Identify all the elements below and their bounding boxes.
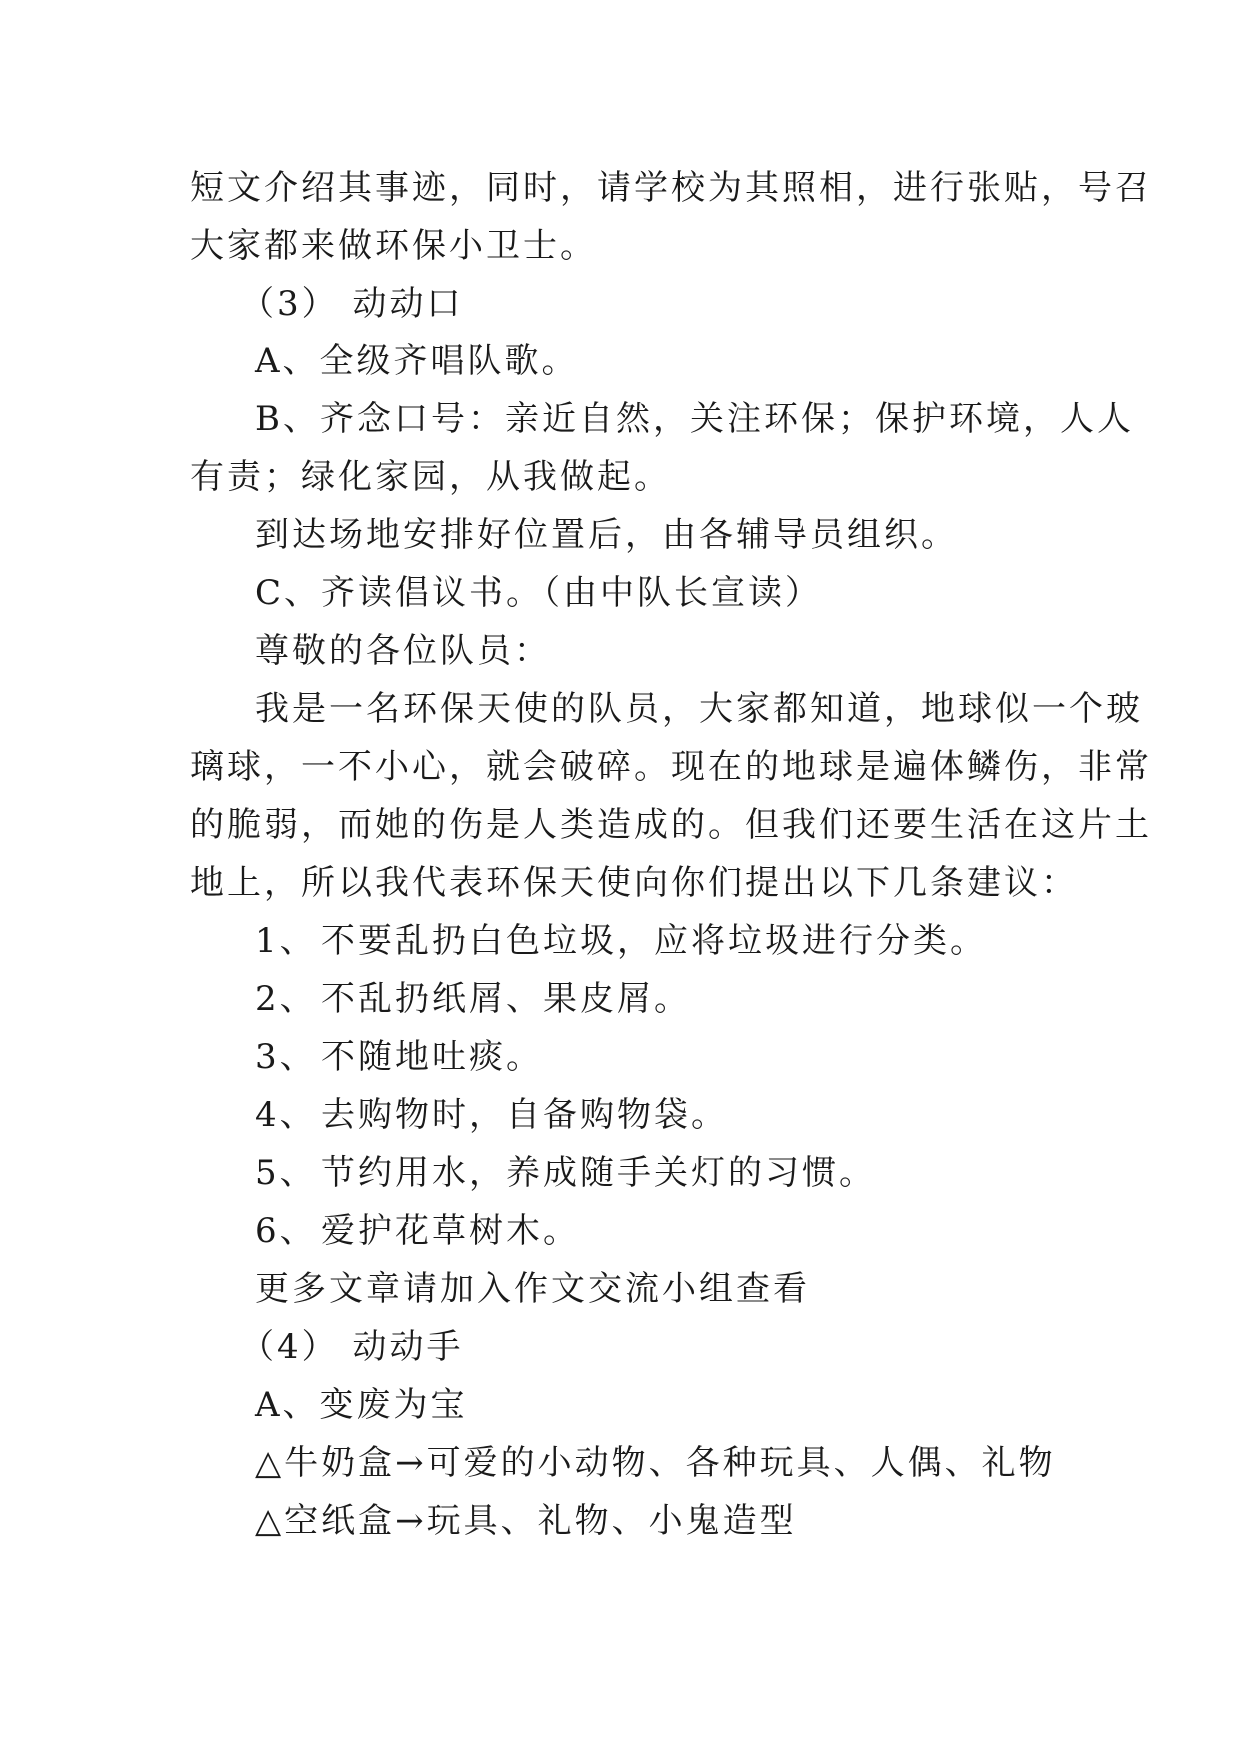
proposal-text: 不随地吐痰。 xyxy=(321,1037,543,1077)
more-articles-note: 更多文章请加入作文交流小组查看 xyxy=(255,1269,810,1309)
proposal-item xyxy=(255,979,691,1019)
proposal-item xyxy=(255,1211,580,1251)
paragraph-line: 地上，所以我代表环保天使向你们提出以下几条建议： xyxy=(190,863,1078,903)
salutation: 尊敬的各位队员： xyxy=(255,631,551,671)
paragraph-line: 大家都来做环保小卫士。 xyxy=(190,226,597,266)
proposal-text: 不要乱扔白色垃圾，应将垃圾进行分类。 xyxy=(321,921,987,961)
proposal-number: 5、 xyxy=(255,1153,317,1193)
item-a: A、变废为宝 xyxy=(255,1385,468,1425)
proposal-item xyxy=(255,1037,543,1077)
proposal-item xyxy=(255,1095,728,1135)
triangle-item: △空纸盒→玩具、礼物、小鬼造型 xyxy=(255,1501,797,1541)
item-b: B、齐念口号：亲近自然，关注环保；保护环境，人人 xyxy=(255,399,1134,439)
proposal-item xyxy=(255,921,987,961)
section-heading-3: （3） 动动口 xyxy=(240,284,464,324)
proposal-item xyxy=(255,1153,876,1193)
proposal-number: 1、 xyxy=(255,921,317,961)
proposal-text: 爱护花草树木。 xyxy=(321,1211,580,1251)
paragraph-line: 我是一名环保天使的队员，大家都知道，地球似一个玻 xyxy=(255,689,1143,729)
paragraph-line: 璃球，一不小心，就会破碎。现在的地球是遍体鳞伤，非常 xyxy=(190,747,1152,787)
item-c: C、齐读倡议书。（由中队长宣读） xyxy=(255,573,823,613)
paragraph-line: 有责；绿化家园，从我做起。 xyxy=(190,457,671,497)
proposal-number: 4、 xyxy=(255,1095,317,1135)
paragraph-line: 到达场地安排好位置后，由各辅导员组织。 xyxy=(255,515,958,555)
proposal-number: 3、 xyxy=(255,1037,317,1077)
section-heading-4: （4） 动动手 xyxy=(240,1327,464,1367)
proposal-text: 不乱扔纸屑、果皮屑。 xyxy=(321,979,691,1019)
proposal-text: 节约用水，养成随手关灯的习惯。 xyxy=(321,1153,876,1193)
proposal-text: 去购物时，自备购物袋。 xyxy=(321,1095,728,1135)
item-a: A、全级齐唱队歌。 xyxy=(255,341,579,381)
triangle-item: △牛奶盒→可爱的小动物、各种玩具、人偶、礼物 xyxy=(255,1443,1056,1483)
paragraph-line: 的脆弱，而她的伤是人类造成的。但我们还要生活在这片土 xyxy=(190,805,1152,845)
proposal-number: 6、 xyxy=(255,1211,317,1251)
paragraph-line: 短文介绍其事迹，同时，请学校为其照相，进行张贴，号召 xyxy=(190,168,1152,208)
proposal-number: 2、 xyxy=(255,979,317,1019)
